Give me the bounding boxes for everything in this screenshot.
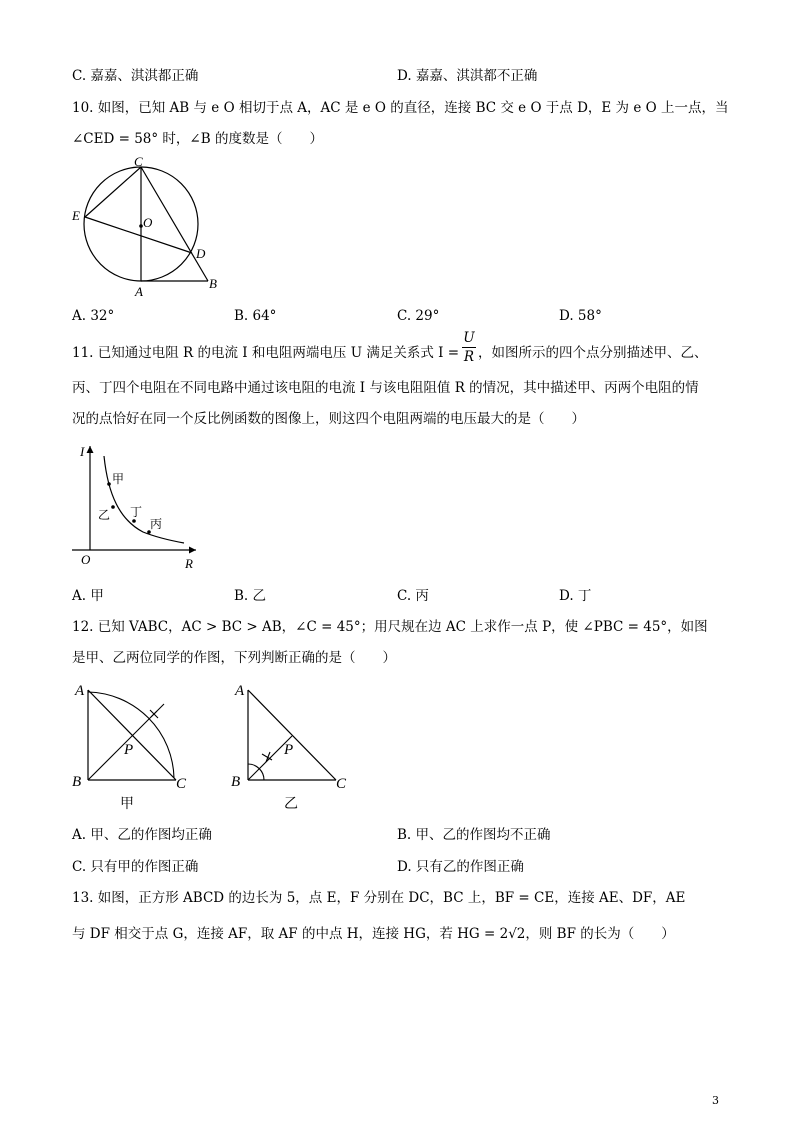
q10-circle-figure bbox=[68, 156, 238, 298]
q11-graph-figure bbox=[68, 440, 208, 574]
fraction-numerator: U bbox=[463, 330, 475, 346]
q11-option-d: D. 丁 bbox=[559, 588, 592, 604]
fraction-bar bbox=[462, 347, 476, 348]
cross-mark bbox=[150, 710, 158, 718]
q12-option-d: D. 只有乙的作图正确 bbox=[397, 859, 524, 875]
q12-option-c: C. 只有甲的作图正确 bbox=[72, 859, 199, 875]
label-i: I bbox=[80, 444, 85, 459]
label-p: P bbox=[124, 742, 134, 758]
label-b: B bbox=[209, 276, 217, 291]
q11-option-b: B. 乙 bbox=[234, 588, 267, 604]
label-b: B bbox=[231, 774, 241, 790]
q12-option-b: B. 甲、乙的作图均不正确 bbox=[397, 827, 551, 843]
point-jia bbox=[107, 482, 111, 486]
label-bing: 丙 bbox=[150, 517, 163, 531]
q13-stem-line2: 与 DF 相交于点 G，连接 AF，取 AF 的中点 H，连接 HG，若 HG = 2√2，则 BF 的长为（ ） bbox=[72, 926, 675, 942]
label-yi: 乙 bbox=[98, 508, 111, 522]
q12-figure-yi bbox=[226, 680, 356, 812]
q12-figure-jia bbox=[66, 680, 196, 812]
q11-option-a: A. 甲 bbox=[72, 588, 104, 604]
point-yi bbox=[111, 505, 115, 509]
q11-stem-line1a: 11. 已知通过电阻 R 的电流 I 和电阻两端电压 U 满足关系式 I = bbox=[72, 345, 460, 361]
label-e: E bbox=[72, 208, 80, 223]
q11-fraction bbox=[462, 330, 476, 365]
q11-stem-line3: 况的点恰好在同一个反比例函数的图像上，则这四个电阻两端的电压最大的是（ ） bbox=[72, 411, 585, 427]
q12-stem-line2: 是甲、乙两位同学的作图，下列判断正确的是（ ） bbox=[72, 650, 396, 666]
caption-jia: 甲 bbox=[120, 797, 134, 812]
q13-stem-line1: 13. 如图，正方形 ABCD 的边长为 5，点 E，F 分别在 DC，BC 上，BF = CE，连接 AE、DF，AE bbox=[72, 890, 686, 906]
q10-stem-line1: 10. 如图，已知 AB 与 e O 相切于点 A，AC 是 e O 的直径，连接 BC 交 e O 于点 D，E 为 e O 上一点，当 bbox=[72, 100, 729, 116]
q11-stem-line2: 丙、丁四个电阻在不同电路中通过该电阻的电流 I 与该电阻阻值 R 的情况，其中描述甲、丙两个电阻的情 bbox=[72, 380, 699, 396]
label-o: O bbox=[81, 552, 91, 567]
label-c: C bbox=[134, 156, 143, 169]
label-jia: 甲 bbox=[112, 472, 125, 486]
label-a: A bbox=[75, 683, 85, 699]
q11-stem-line1b: ，如图所示的四个点分别描述甲、乙、 bbox=[478, 345, 708, 361]
label-o: O bbox=[143, 215, 153, 230]
label-ding: 丁 bbox=[130, 505, 143, 519]
q10-option-d: D. 58° bbox=[559, 308, 602, 324]
q12-option-a: A. 甲、乙的作图均正确 bbox=[72, 827, 212, 843]
label-r: R bbox=[185, 556, 193, 571]
q10-option-a: A. 32° bbox=[72, 308, 115, 324]
q12-stem-line1: 12. 已知 VABC，AC > BC > AB，∠C = 45°；用尺规在边 AC 上求作一点 P，使 ∠PBC = 45°，如图 bbox=[72, 619, 708, 635]
label-c: C bbox=[176, 776, 187, 792]
q10-option-b: B. 64° bbox=[234, 308, 277, 324]
label-a: A bbox=[235, 683, 245, 699]
q10-option-c: C. 29° bbox=[397, 308, 440, 324]
page-number: 3 bbox=[712, 1094, 719, 1107]
q10-stem-line2: ∠CED = 58° 时，∠B 的度数是（ ） bbox=[72, 131, 323, 147]
q9-option-c: C. 嘉嘉、淇淇都正确 bbox=[72, 68, 199, 84]
q9-option-d: D. 嘉嘉、淇淇都不正确 bbox=[397, 68, 538, 84]
label-b: B bbox=[72, 774, 82, 790]
inverse-curve bbox=[104, 456, 184, 543]
label-p: P bbox=[284, 742, 294, 758]
point-ding bbox=[132, 519, 136, 523]
label-c: C bbox=[336, 776, 347, 792]
q11-option-c: C. 丙 bbox=[397, 588, 429, 604]
label-d: D bbox=[196, 246, 206, 261]
caption-yi: 乙 bbox=[284, 797, 298, 812]
segment-ed bbox=[85, 217, 192, 253]
fraction-denominator: R bbox=[463, 349, 475, 365]
label-a: A bbox=[135, 284, 143, 298]
